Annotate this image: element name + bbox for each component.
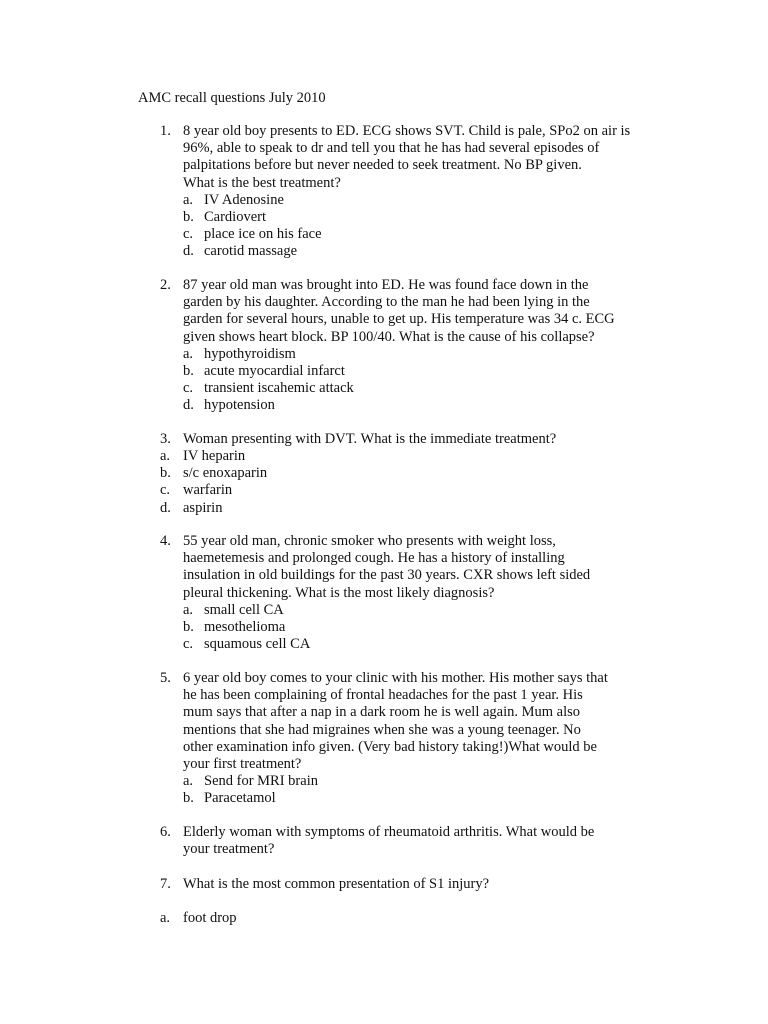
option-letter: a. bbox=[183, 773, 194, 790]
document-title: AMC recall questions July 2010 bbox=[138, 90, 326, 106]
option-letter: a. bbox=[183, 601, 194, 618]
question-body bbox=[183, 533, 643, 653]
answer-option bbox=[183, 243, 643, 260]
answer-option bbox=[183, 619, 643, 636]
question-text-line: he has been complaining of frontal headaches for the past 1 year. His bbox=[183, 687, 583, 704]
option-letter: c. bbox=[183, 636, 194, 653]
option-text: mesothelioma bbox=[204, 618, 286, 635]
question-body bbox=[183, 431, 643, 448]
option-text: Paracetamol bbox=[204, 790, 276, 807]
option-text: Send for MRI brain bbox=[204, 773, 318, 790]
question-body bbox=[183, 824, 643, 858]
option-letter: a. bbox=[183, 191, 194, 208]
answer-option bbox=[0, 482, 768, 499]
question-text-line: other examination info given. (Very bad history taking!)What would be bbox=[183, 738, 597, 755]
option-letter: b. bbox=[160, 465, 171, 482]
answer-option bbox=[183, 363, 643, 380]
question-text-line: mum says that after a nap in a dark room he is well again. Mum also bbox=[183, 704, 581, 721]
answer-option bbox=[183, 226, 643, 243]
option-letter: a. bbox=[183, 345, 194, 362]
option-text: hypotension bbox=[204, 397, 275, 414]
answer-option bbox=[183, 790, 643, 807]
option-text: transient iscahemic attack bbox=[204, 380, 354, 397]
option-text: aspirin bbox=[183, 499, 223, 516]
answer-option bbox=[183, 602, 643, 619]
option-text: IV Adenosine bbox=[204, 191, 284, 208]
question-number: 7. bbox=[160, 876, 171, 892]
question-text-line: 6 year old boy comes to your clinic with his mother. His mother says that bbox=[183, 670, 608, 686]
answer-option bbox=[0, 500, 768, 517]
question-text-line: pleural thickening. What is the most likely diagnosis? bbox=[183, 584, 495, 601]
question-text-line: palpitations before but never needed to seek treatment. No BP given. bbox=[183, 157, 582, 174]
question-text-line: garden for several hours, unable to get up. His temperature was 34 c. ECG bbox=[183, 311, 615, 328]
question-number: 5. bbox=[160, 670, 171, 686]
option-text: small cell CA bbox=[204, 601, 284, 618]
question-number: 6. bbox=[160, 824, 171, 840]
option-text: Cardiovert bbox=[204, 208, 267, 225]
option-text: squamous cell CA bbox=[204, 636, 311, 653]
option-letter: a. bbox=[160, 910, 171, 926]
question-7-options bbox=[0, 910, 768, 927]
question-text-line: Woman presenting with DVT. What is the immediate treatment? bbox=[183, 431, 557, 447]
option-letter: b. bbox=[183, 618, 194, 635]
question-number: 2. bbox=[160, 277, 171, 293]
question-number: 3. bbox=[160, 431, 171, 447]
question-text-line: 87 year old man was brought into ED. He was found face down in the bbox=[183, 277, 589, 293]
answer-option bbox=[0, 910, 768, 927]
question-number: 4. bbox=[160, 533, 171, 549]
option-text: hypothyroidism bbox=[204, 345, 296, 362]
question-text-line: haemetemesis and prolonged cough. He has a history of installing bbox=[183, 550, 565, 567]
question-text-line: What is the most common presentation of S1 injury? bbox=[183, 876, 490, 892]
answer-option bbox=[183, 209, 643, 226]
option-letter: d. bbox=[183, 397, 194, 414]
option-letter: a. bbox=[160, 448, 171, 464]
option-text: warfarin bbox=[183, 482, 233, 499]
question-body bbox=[183, 123, 643, 261]
question-text-line: What is the best treatment? bbox=[183, 174, 341, 191]
answer-option bbox=[183, 192, 643, 209]
option-letter: c. bbox=[183, 380, 194, 397]
option-letter: b. bbox=[183, 362, 194, 379]
question-text-line: mentions that she had migraines when she was a young teenager. No bbox=[183, 721, 581, 738]
option-text: s/c enoxaparin bbox=[183, 465, 268, 482]
question-body bbox=[183, 670, 643, 808]
option-letter: c. bbox=[183, 226, 194, 243]
question-3-options bbox=[0, 448, 768, 517]
question-number: 1. bbox=[160, 123, 171, 139]
question-text-line: your first treatment? bbox=[183, 755, 302, 772]
answer-option bbox=[0, 465, 768, 482]
question-text-line: insulation in old buildings for the past 30 years. CXR shows left sided bbox=[183, 567, 591, 584]
answer-option bbox=[183, 380, 643, 397]
answer-option bbox=[183, 346, 643, 363]
option-letter: d. bbox=[160, 499, 171, 516]
option-text: place ice on his face bbox=[204, 226, 322, 243]
option-letter: b. bbox=[183, 790, 194, 807]
question-body bbox=[183, 876, 643, 893]
option-text: IV heparin bbox=[183, 448, 246, 464]
question-text-line: 96%, able to speak to dr and tell you that he has had several episodes of bbox=[183, 140, 600, 157]
option-letter: b. bbox=[183, 208, 194, 225]
question-text-line: your treatment? bbox=[183, 841, 275, 858]
option-text: foot drop bbox=[183, 910, 237, 926]
question-text-line: 55 year old man, chronic smoker who presents with weight loss, bbox=[183, 533, 556, 549]
question-body bbox=[183, 277, 643, 415]
option-text: acute myocardial infarct bbox=[204, 362, 345, 379]
question-text-line: given shows heart block. BP 100/40. What is the cause of his collapse? bbox=[183, 328, 595, 345]
question-text-line: garden by his daughter. According to the man he had been lying in the bbox=[183, 294, 590, 311]
answer-option bbox=[0, 448, 768, 465]
option-letter: c. bbox=[160, 482, 171, 499]
option-letter: d. bbox=[183, 243, 194, 260]
answer-option bbox=[183, 397, 643, 414]
question-text-line: Elderly woman with symptoms of rheumatoid arthritis. What would be bbox=[183, 824, 595, 840]
answer-option bbox=[183, 773, 643, 790]
option-text: carotid massage bbox=[204, 243, 298, 260]
question-text-line: 8 year old boy presents to ED. ECG shows SVT. Child is pale, SPo2 on air is bbox=[183, 123, 631, 139]
answer-option bbox=[183, 636, 643, 653]
